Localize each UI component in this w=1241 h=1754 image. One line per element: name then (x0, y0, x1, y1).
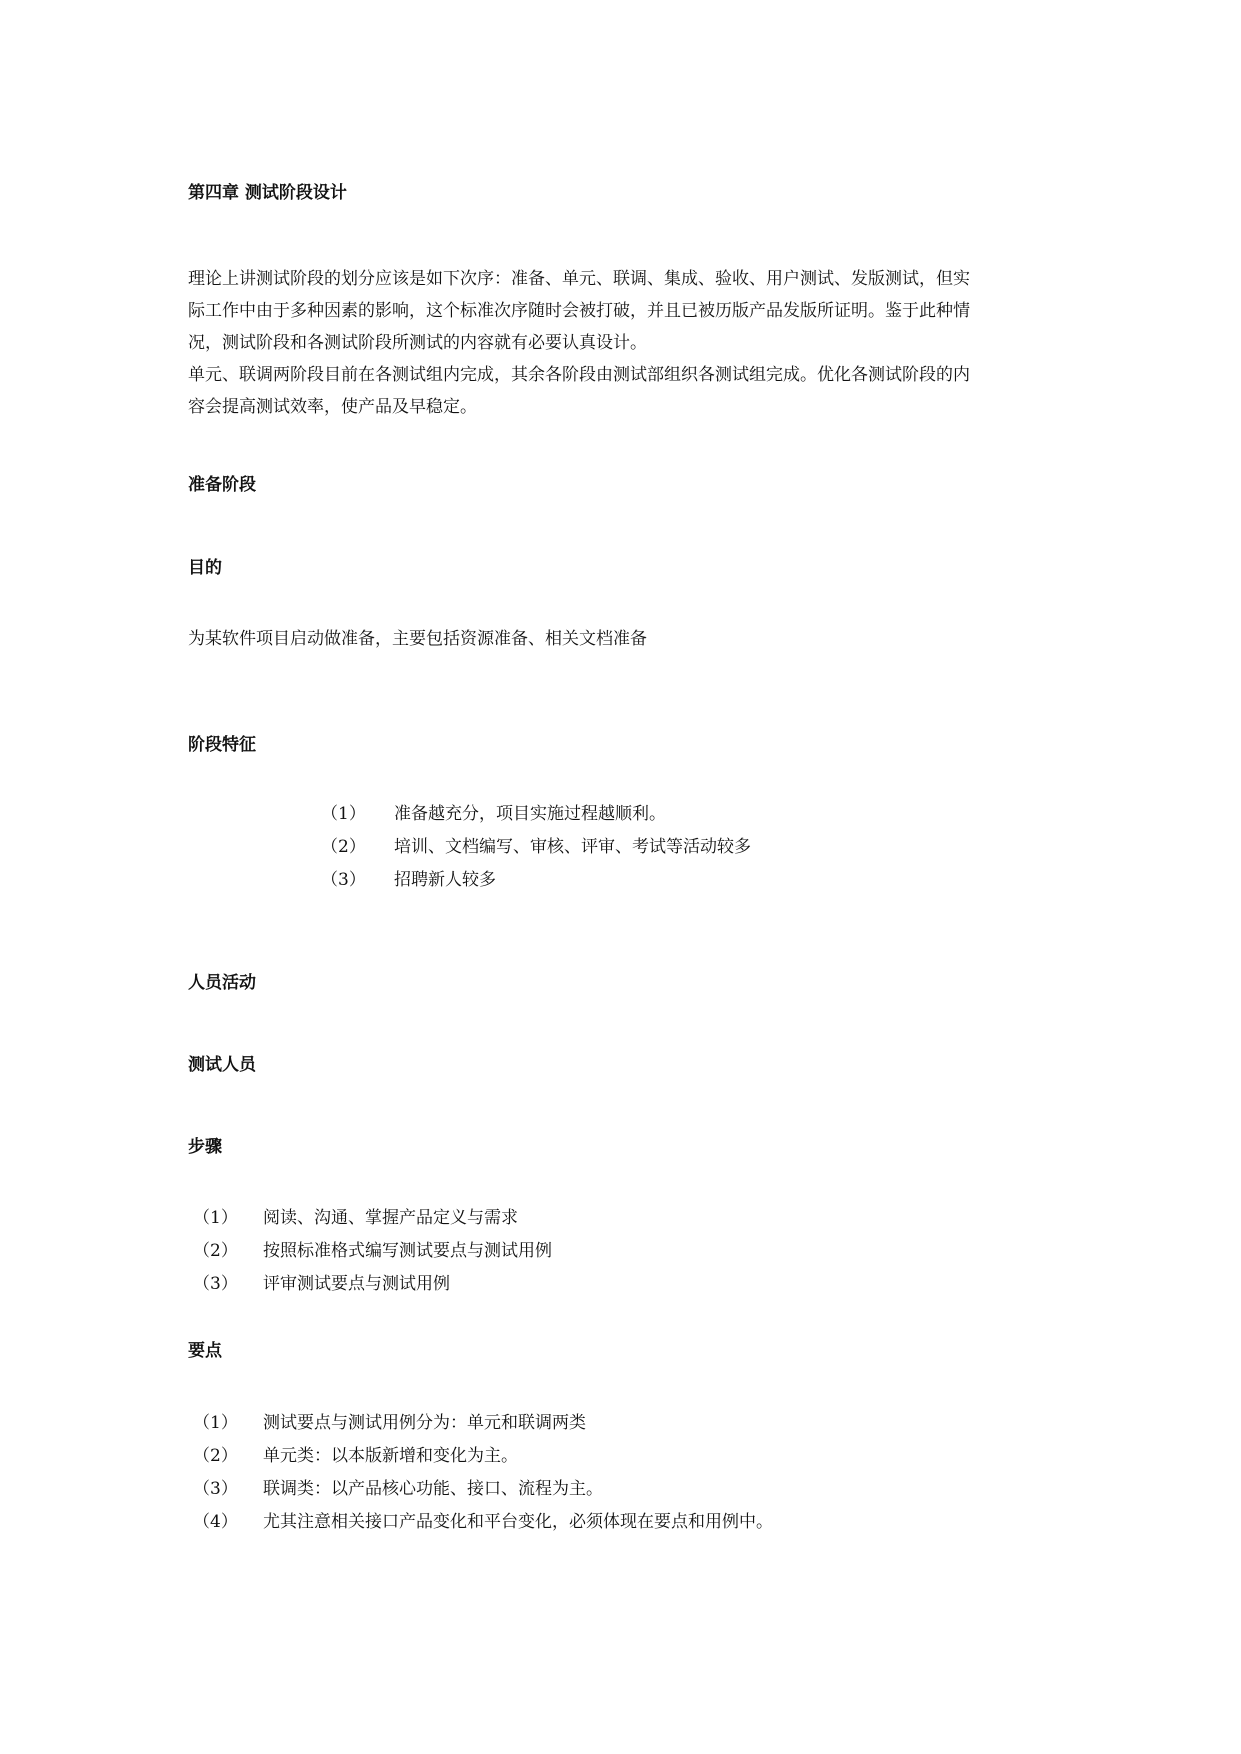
intro-line: 容会提高测试效率，使产品及早稳定。 (188, 397, 477, 417)
list-number: （1） (193, 1413, 238, 1433)
heading-purpose: 目的 (188, 558, 222, 578)
section-heading-prep: 准备阶段 (188, 475, 256, 495)
list-number: （4） (193, 1512, 238, 1532)
list-number: （3） (321, 870, 366, 890)
heading-features: 阶段特征 (188, 735, 256, 755)
intro-line: 况，测试阶段和各测试阶段所测试的内容就有必要认真设计。 (188, 333, 647, 353)
intro-line: 际工作中由于多种因素的影响，这个标准次序随时会被打破，并且已被历版产品发版所证明。鉴于此种情 (188, 301, 970, 321)
list-text: 准备越充分，项目实施过程越顺利。 (394, 804, 666, 824)
heading-steps: 步骤 (188, 1137, 222, 1157)
list-number: （2） (193, 1446, 238, 1466)
list-number: （2） (321, 837, 366, 857)
list-text: 尤其注意相关接口产品变化和平台变化，必须体现在要点和用例中。 (263, 1512, 773, 1532)
list-number: （2） (193, 1241, 238, 1261)
list-text: 测试要点与测试用例分为：单元和联调两类 (263, 1413, 586, 1433)
list-text: 评审测试要点与测试用例 (263, 1274, 450, 1294)
heading-points: 要点 (188, 1341, 222, 1361)
list-number: （1） (321, 804, 366, 824)
chapter-title: 第四章 测试阶段设计 (188, 183, 347, 203)
list-text: 招聘新人较多 (394, 870, 496, 890)
list-number: （1） (193, 1208, 238, 1228)
list-text: 培训、文档编写、审核、评审、考试等活动较多 (394, 837, 751, 857)
list-text: 按照标准格式编写测试要点与测试用例 (263, 1241, 552, 1261)
heading-testers: 测试人员 (188, 1055, 256, 1075)
heading-activities: 人员活动 (188, 973, 256, 993)
list-number: （3） (193, 1274, 238, 1294)
intro-line: 单元、联调两阶段目前在各测试组内完成，其余各阶段由测试部组织各测试组完成。优化各测试阶段的内 (188, 365, 970, 385)
list-text: 单元类：以本版新增和变化为主。 (263, 1446, 518, 1466)
list-number: （3） (193, 1479, 238, 1499)
intro-line: 理论上讲测试阶段的划分应该是如下次序：准备、单元、联调、集成、验收、用户测试、发版测试，但实 (188, 269, 970, 289)
intro-paragraph (188, 263, 1053, 423)
list-text: 阅读、沟通、掌握产品定义与需求 (263, 1208, 518, 1228)
purpose-text: 为某软件项目启动做准备，主要包括资源准备、相关文档准备 (188, 629, 647, 649)
list-text: 联调类：以产品核心功能、接口、流程为主。 (263, 1479, 603, 1499)
